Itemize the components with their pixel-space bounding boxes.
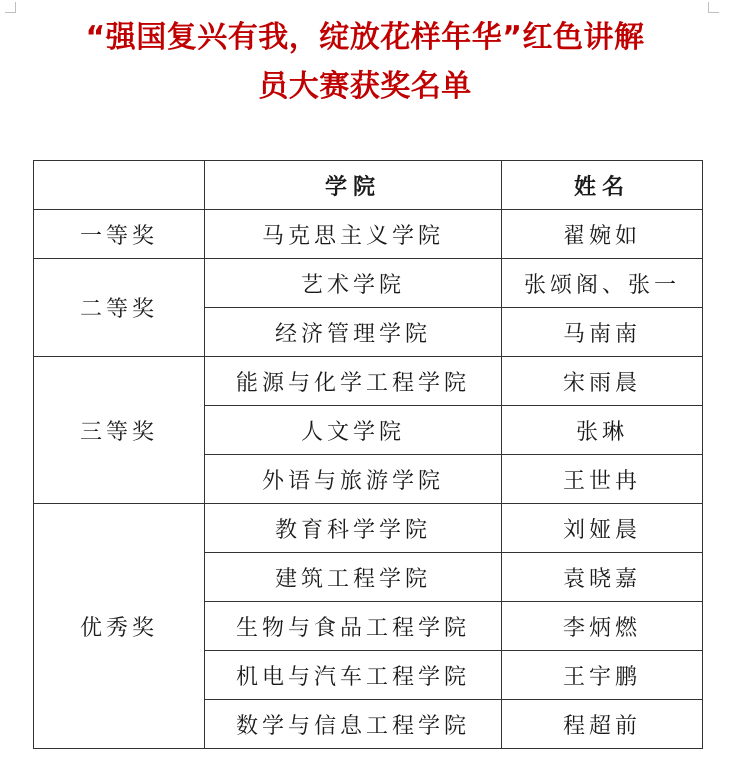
document-title-line-2: 员大赛获奖名单 [258,69,472,104]
college-cell: 人文学院 [205,406,502,455]
award-level-cell: 三等奖 [34,357,205,504]
college-cell: 经济管理学院 [205,308,502,357]
name-cell: 李炳燃 [502,602,703,651]
college-cell: 数学与信息工程学院 [205,700,502,749]
table-row [34,259,703,308]
name-cell: 宋雨晨 [502,357,703,406]
name-cell: 张琳 [502,406,703,455]
table-row [34,504,703,553]
college-cell: 机电与汽车工程学院 [205,651,502,700]
name-cell: 王世冉 [502,455,703,504]
college-cell: 教育科学学院 [205,504,502,553]
award-level-cell: 二等奖 [34,259,205,357]
header-name: 姓名 [502,161,703,210]
name-cell: 袁晓嘉 [502,553,703,602]
page-corner-mark-left [5,2,16,13]
award-list-table [33,160,703,749]
award-level-cell: 优秀奖 [34,504,205,749]
college-cell: 马克思主义学院 [205,210,502,259]
document-title-line-1: “强国复兴有我，绽放花样年华”红色讲解 [85,20,645,55]
college-cell: 能源与化学工程学院 [205,357,502,406]
table-header-row [34,161,703,210]
college-cell: 建筑工程学院 [205,553,502,602]
award-level-cell: 一等奖 [34,210,205,259]
name-cell: 程超前 [502,700,703,749]
name-cell: 马南南 [502,308,703,357]
page-corner-mark-right [708,2,719,13]
name-cell: 王宇鹏 [502,651,703,700]
table-row [34,357,703,406]
header-award-level [34,161,205,210]
college-cell: 生物与食品工程学院 [205,602,502,651]
name-cell: 张颂阁、张一 [502,259,703,308]
table-row [34,210,703,259]
college-cell: 外语与旅游学院 [205,455,502,504]
college-cell: 艺术学院 [205,259,502,308]
name-cell: 翟婉如 [502,210,703,259]
header-college: 学院 [205,161,502,210]
name-cell: 刘娅晨 [502,504,703,553]
